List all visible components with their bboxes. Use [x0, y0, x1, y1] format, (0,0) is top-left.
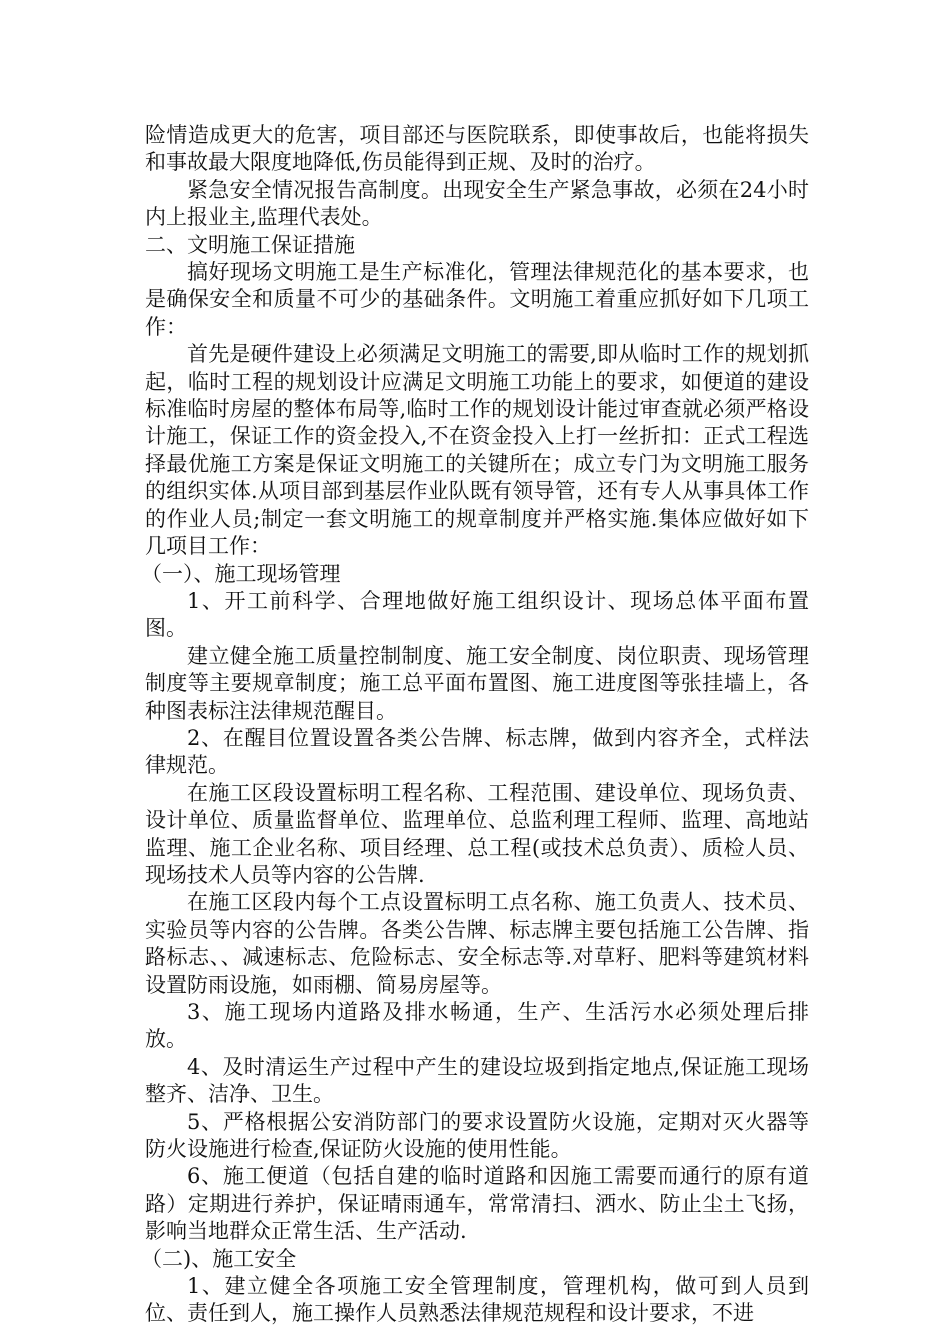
paragraph-item-5: 5、严格根据公安消防部门的要求设置防火设施，定期对灭火器等防火设施进行检查,保证防火设施的使用性能。: [145, 1109, 809, 1162]
paragraph-hardware: 首先是硬件建设上必须满足文明施工的需要,即从临时工作的规划抓起，临时工程的规划设计应满足文明施工功能上的要求，如便道的建设标准临时房屋的整体布局等,临时工作的规划设计能过审查就必须严格设计施工，保证工作的资金投入,不在资金投入上打一丝折扣：正式工程选择最优施工方案是保证文明施工的关键所在；成立专门为文明施工服务的组织实体.从项目部到基层作业队既有领导管，还有专人从事具体工作的作业人员;制定一套文明施工的规章制度并严格实施.集体应做好如下几项目工作：: [145, 342, 809, 559]
paragraph-item-2: 2、在醒目位置设置各类公告牌、标志牌，做到内容齐全，式样法律规范。: [145, 725, 809, 778]
paragraph-intro: 搞好现场文明施工是生产标准化，管理法律规范化的基本要求，也是确保安全和质量不可少的基础条件。文明施工着重应抓好如下几项工作：: [145, 260, 809, 339]
subsection-heading-construction-safety: （二)、施工安全: [141, 1246, 297, 1271]
paragraph-item-3: 3、施工现场内道路及排水畅通，生产、生活污水必须处理后排放。: [145, 1000, 809, 1052]
document-body: [141, 122, 809, 1328]
section-heading-civilized-construction: 二、文明施工保证措施: [145, 232, 355, 257]
paragraph-work-point-signs: 在施工区段内每个工点设置标明工点名称、施工负责人、技术员、实验员等内容的公告牌。各类公告牌、标志牌主要包括施工公告牌、指路标志、、减速标志、危险标志、安全标志等.对草籽、肥料等建筑材料设置防雨设施，如雨棚、简易房屋等。: [145, 890, 809, 997]
paragraph-notice-board: 在施工区段设置标明工程名称、工程范围、建设单位、现场负责、设计单位、质量监督单位、监理单位、总监利理工程师、监理、高地站监理、施工企业名称、项目经理、总工程(或技术总负责）、质检人员、现场技术人员等内容的公告牌.: [145, 780, 809, 887]
paragraph-continuation: 险情造成更大的危害，项目部还与医院联系，即使事故后，也能将损失和事故最大限度地降低,伤员能得到正规、及时的治疗。: [145, 123, 809, 175]
paragraph-item-1: 1、开工前科学、合理地做好施工组织设计、现场总体平面布置图。: [145, 588, 809, 641]
paragraph-safety-item-1: 1、建立健全各项施工安全管理制度，管理机构，做可到人员到位、责任到人，施工操作人员熟悉法律规范规程和设计要求，不进: [145, 1274, 809, 1326]
paragraph-rules: 建立健全施工质量控制制度、施工安全制度、岗位职责、现场管理制度等主要规章制度；施工总平面布置图、施工进度图等张挂墙上，各种图表标注法律规范醒目。: [145, 643, 809, 723]
paragraph-item-6: 6、施工便道（包括自建的临时道路和因施工需要而通行的原有道路）定期进行养护，保证晴雨通车，常常清扫、洒水、防止尘土飞扬，影响当地群众正常生活、生产活动.: [145, 1164, 809, 1244]
paragraph-item-4: 4、及时清运生产过程中产生的建设垃圾到指定地点,保证施工现场整齐、洁净、卫生。: [145, 1054, 809, 1107]
subsection-heading-site-management: （一）、施工现场管理: [141, 561, 341, 586]
paragraph-emergency-report: 紧急安全情况报告高制度。出现安全生产紧急事故，必须在24小时内上报业主,监理代表处。: [145, 177, 809, 230]
